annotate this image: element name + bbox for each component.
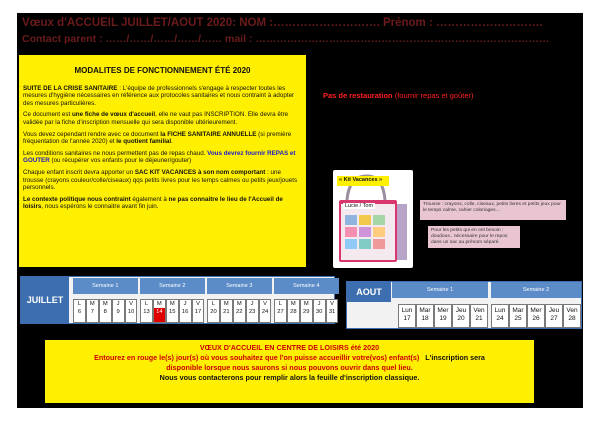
juillet-day-cell[interactable]: [179, 299, 192, 323]
aout-day-cell[interactable]: [470, 304, 488, 328]
juillet-day-cell[interactable]: [326, 299, 339, 323]
day-number: 29: [303, 309, 310, 315]
trousse-note: [420, 200, 566, 220]
aout-day-cell[interactable]: [491, 304, 509, 328]
juillet-day-cell[interactable]: [99, 299, 112, 323]
day-letter: V: [263, 301, 267, 307]
voeux-contact-line: Nous vous contacterons pour remplir alors la feuille d'inscription classique.: [159, 373, 420, 382]
juillet-day-cell[interactable]: [220, 299, 233, 323]
aout-day-cell[interactable]: [527, 304, 545, 328]
repas-text-c: (ou récupérer vos enfants pour le déjeuner/gouter): [49, 157, 192, 165]
day-letter: M: [236, 301, 242, 307]
fiche-text-e: .: [171, 138, 173, 146]
aout-week-label: Semaine 1: [392, 282, 488, 298]
modalites-paragraph-crise: [23, 85, 302, 108]
header-name-line: Vœux d'ACCUEIL JUILLET/AOUT 2020: NOM :………………………. Prénom : ……………………….: [22, 17, 543, 29]
day-letter: J: [183, 301, 187, 307]
day-name: Mer: [530, 307, 542, 314]
juillet-day-cell[interactable]: [125, 299, 138, 323]
petits-note-text: Pour les petits qui en ont besoin : doudous.. nécessaire pour le repos dans un sac au prénom séparé.: [431, 228, 508, 245]
juillet-week-label: Semaine 4: [274, 278, 339, 294]
juillet-day-cell[interactable]: [166, 299, 179, 323]
juillet-day-cell[interactable]: [246, 299, 259, 323]
fiche-text-c: (si première fréquentation de l'année 2020) et: [23, 130, 292, 146]
day-number: 24: [261, 309, 269, 315]
juillet-day-cell[interactable]: [73, 299, 86, 323]
day-number: 6: [77, 309, 82, 315]
day-letter: V: [196, 301, 200, 307]
day-number: 8: [103, 309, 107, 315]
day-number: 30: [315, 309, 323, 315]
day-letter: M: [303, 301, 309, 307]
pas-rest-text: (fournir repas et goûter): [392, 91, 474, 100]
juillet-day-cell[interactable]: [192, 299, 205, 323]
crise-text: : L'équipe de professionnels s'engage à respecter toutes les mesures d'hygiène nécessaires en référence aux protocoles sanitaires et nous contraint à adopter des mesures particulières.: [23, 84, 295, 107]
day-name: Lun: [401, 307, 413, 314]
day-number: 10: [127, 309, 135, 315]
day-number: 17: [194, 309, 202, 315]
fiche-text-a: Vous devez cependant rendre avec ce document: [23, 130, 161, 138]
contexte-bold-a: Le contexte politique nous contraint: [23, 195, 133, 203]
contexte-text-d: , nous espérons le connaitre avant fin juin.: [41, 203, 159, 211]
day-number: 24: [496, 315, 504, 322]
day-number: 27: [550, 315, 558, 322]
day-letter: M: [89, 301, 95, 307]
contexte-text-b: également à: [132, 195, 169, 203]
sac-text-bold: SAC KIT VACANCES à son nom comportant: [134, 168, 266, 176]
juillet-day-cell[interactable]: [287, 299, 300, 323]
day-number: 21: [475, 315, 483, 322]
kit-vacances-bag-image: [333, 170, 413, 268]
quotient-bold: le quotient familial: [116, 138, 172, 146]
modalites-title: MODALITES DE FONCTIONNEMENT ÉTÉ 2020: [74, 66, 251, 75]
repas-text-bold: Vous devrez fournir REPAS et GOUTER: [23, 149, 296, 165]
petits-note: [428, 226, 520, 248]
juillet-day-cell[interactable]: [313, 299, 326, 323]
day-name: Jeu: [455, 307, 467, 314]
modalites-paragraph-fiche: [23, 131, 302, 146]
juillet-day-cell[interactable]: [274, 299, 287, 323]
day-letter: L: [77, 301, 82, 307]
day-number: 20: [457, 315, 465, 322]
voeux-instruction-line: [49, 353, 530, 363]
aout-day-cell[interactable]: [509, 304, 527, 328]
juillet-week-label: Semaine 3: [207, 278, 272, 294]
day-number: 15: [169, 309, 176, 315]
day-number: 13: [143, 309, 150, 315]
day-number: 9: [116, 309, 120, 315]
doc-text-c: , elle ne vaut pas INSCRIPTION. Elle devra être validée par la fiche d'inscription mensuelle qui sera disponible ultérieurement.: [23, 111, 289, 126]
doc-text-bold: une fiche de vœux d'accueil: [71, 111, 156, 119]
juillet-day-cell[interactable]: [86, 299, 99, 323]
juillet-day-cell[interactable]: [112, 299, 125, 323]
day-letter: M: [102, 301, 108, 307]
header-contact-line: Contact parent : ……/……/……/……/…… mail : …………………………………………………………………………: [22, 33, 550, 45]
juillet-day-cell[interactable]: [140, 299, 153, 323]
aout-month-label: AOUT: [347, 282, 391, 302]
voeux-availability-line: disponible lorsque nous saurons si nous pouvons ouvrir dans quel lieu.: [166, 363, 413, 372]
day-number: 31: [328, 309, 336, 315]
juillet-day-cell[interactable]: [259, 299, 272, 323]
aout-day-cell[interactable]: [452, 304, 470, 328]
day-number: 18: [421, 315, 429, 322]
crise-label: SUITE DE LA CRISE SANITAIRE: [23, 84, 118, 92]
voeux-instruction-red: Entourez en rouge le(s) jour(s) où vous souhaitez que l'on puisse accueillir votre(vos) enfant(s): [94, 353, 420, 362]
day-name: Jeu: [548, 307, 560, 314]
day-number: 21: [223, 309, 230, 315]
juillet-day-cell[interactable]: [153, 299, 166, 323]
juillet-month-label: JUILLET: [21, 277, 69, 323]
day-name: Mer: [437, 307, 449, 314]
day-number: 26: [532, 315, 540, 322]
modalites-paragraph-repas: [23, 150, 302, 165]
modalites-paragraph-document: [23, 111, 302, 126]
voeux-accueil-box: [45, 340, 534, 403]
modalites-paragraph-sac: [23, 169, 302, 192]
aout-day-cell[interactable]: [563, 304, 581, 328]
day-number: 17: [403, 315, 411, 322]
sac-text-a: Chaque enfant inscrit devra apporter un: [23, 168, 135, 176]
voeux-title: VŒUX D'ACCUEIL EN CENTRE DE LOISIRS été 2020: [199, 343, 380, 352]
day-number: 20: [210, 309, 217, 315]
doc-text-a: Ce document est: [23, 111, 72, 119]
trousse-note-text: Trousse : crayons, colle, ciseaux, petits livres et petits jeux pour le temps calme, cahier coloriages…: [423, 202, 561, 213]
aout-week-label: Semaine 2: [491, 282, 581, 298]
day-number: 22: [236, 309, 243, 315]
day-letter: M: [223, 301, 229, 307]
contexte-bold-c: ne pas connaitre le lieu de l'Accueil de loisirs: [23, 195, 283, 211]
day-name: Ven: [566, 307, 578, 314]
bag-name-label: Lucie / Tom: [345, 203, 374, 209]
day-number: 27: [277, 309, 284, 315]
day-name: Mar: [419, 307, 431, 314]
day-name: Mar: [512, 307, 524, 314]
day-number: 7: [90, 309, 94, 315]
aout-day-cell[interactable]: [416, 304, 434, 328]
pas-rest-bold: Pas de restauration: [323, 91, 393, 100]
bag-icon: [333, 170, 413, 268]
modalites-paragraph-contexte: [23, 196, 302, 211]
aout-day-cell[interactable]: [398, 304, 416, 328]
day-letter: M: [169, 301, 175, 307]
juillet-day-cell[interactable]: [233, 299, 246, 323]
aout-day-cell[interactable]: [434, 304, 452, 328]
bag-tag-label: « Kit Vacances »: [339, 177, 383, 183]
day-letter: L: [211, 301, 216, 307]
day-number: 14: [156, 309, 163, 315]
day-letter: J: [116, 301, 120, 307]
juillet-day-cell[interactable]: [207, 299, 220, 323]
day-number: 19: [439, 315, 447, 322]
aout-day-cell[interactable]: [545, 304, 563, 328]
day-letter: M: [290, 301, 296, 307]
day-number: 28: [290, 309, 297, 315]
day-name: Lun: [494, 307, 506, 314]
pas-de-restauration-note: [323, 91, 473, 100]
day-number: 25: [514, 315, 522, 322]
day-letter: V: [330, 301, 334, 307]
day-number: 23: [248, 309, 256, 315]
repas-text-a: Les conditions sanitaires ne nous permettent pas de repas chaud.: [23, 149, 208, 157]
day-number: 28: [568, 315, 576, 322]
day-name: Ven: [473, 307, 485, 314]
day-letter: V: [129, 301, 133, 307]
sac-text-c: : une trousse (crayons couleur/colle/ciseaux) qqs petits livres pour les temps calmes ou petits jeux/jouets personnels.: [23, 168, 298, 192]
juillet-week-label: Semaine 2: [140, 278, 205, 294]
day-letter: M: [154, 300, 165, 308]
day-letter: J: [317, 301, 321, 307]
day-letter: L: [278, 301, 283, 307]
voeux-instruction-black: L'inscription sera: [425, 353, 485, 362]
juillet-week-label: Semaine 1: [73, 278, 138, 294]
day-letter: L: [144, 301, 149, 307]
day-letter: J: [250, 301, 254, 307]
fiche-text-bold: la FICHE SANITAIRE ANNUELLE: [160, 130, 257, 138]
juillet-day-cell[interactable]: [300, 299, 313, 323]
modalites-box: [19, 55, 306, 267]
day-number: 16: [181, 309, 189, 315]
